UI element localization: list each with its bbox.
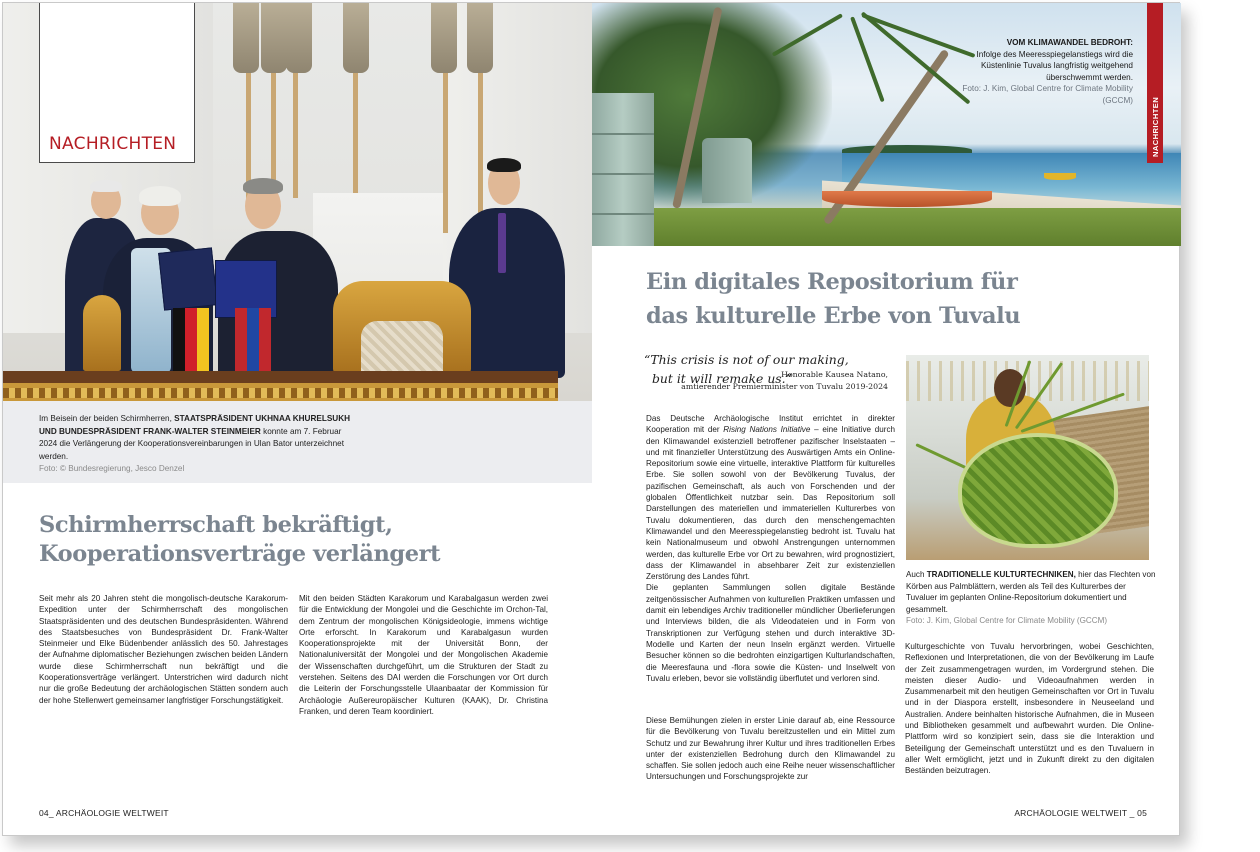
photo-caption	[958, 37, 1133, 107]
mongolian-flag	[235, 308, 271, 372]
water-tank	[592, 93, 654, 246]
folder-germany	[158, 247, 218, 310]
person-hair	[90, 180, 122, 192]
body-paragraph: Das Deutsche Archäologische Institut errichtet in direkter Kooperation mit der Rising Nations Initiative – eine Initiative durch den Klimawandel existenziell betroffener pazifischer Inselstaaten – und mit finanzieller Unterstützung des Auswärtigen Amts ein Online-Repositorium sowie eine virtuelle, interaktive Plattform für kulturelles Erbe. Sie sollen sowohl von der Bevölkerung Tuvalus, der pazifischen Gemeinschaft, als auch von Forschenden und der globalen Öffentlichkeit nutzbar sein. Das Repositorium soll Darstellungen des materiellen und immateriellen Kulturerbes von Tuvalu dokumentieren, das durch den menschengemachten Klimawandel und den Meeresspiegelanstieg bedroht ist. Tuvalu hat kein Nationalmuseum und obwohl Anstrengungen unternommen werden, das kulturelle Erbe vor Ort zu bewahren, wird prognostiziert, dass der Klimawandel in absehbarer Zeit zur existenziellen Zerstörung des Landes führt.	[646, 414, 895, 582]
quote-author-role: amtierender Premierminister von Tuvalu 2019-2024	[681, 382, 888, 391]
grass	[652, 208, 1181, 246]
german-flag	[173, 308, 209, 372]
purple-tie	[498, 213, 506, 273]
caption-text: hier das Flechten von Körben aus Palmblättern, werden als Teil des Kulturerbes der Tuvaluer im geplanten Online-Repositorium dokumentiert und gesammelt.	[906, 570, 1156, 614]
water-tank	[702, 138, 752, 203]
body-paragraph: Mit den beiden Städten Karakorum und Karabalgasun werden zwei für die Entwicklung der Mongolei und die Geschichte im Orchon-Tal, dem Zentrum der mongolischen Königsideologie, immens wichtige Orte erforscht. In Karakorum und Karabalgasun wurden Kooperationsprojekte mit der Universität Bonn, der Nationaluniversität der Mongolei und der Mongolischen Akademie der Wissenschaften durchgeführt, um die Strukturen der Stadt zu verstehen. Seitens des DAI werden die Forschungen vor Ort durch die Leiterin der Forschungsstelle Ulaanbaatar der Kommission für Archäologie Außereuropäischer Kulturen (KAAK), Dr. Christina Franken, und deren Team koordiniert.	[299, 594, 548, 716]
headline-line: Kooperationsverträge verlängert	[39, 541, 441, 567]
chair-back	[361, 321, 443, 373]
banner-tassel	[431, 3, 457, 73]
quote-line: but it will remake us.”	[652, 371, 792, 386]
boat	[1044, 173, 1076, 180]
section-label-box	[39, 3, 195, 163]
quote-author: Honorable Kausea Natano,	[781, 370, 888, 379]
article-headline	[646, 265, 1066, 333]
page-folio: ARCHÄOLOGIE WELTWEIT _ 05	[1014, 808, 1147, 818]
body-paragraph: Diese Bemühungen zielen in erster Linie darauf ab, eine Ressource für die Bevölkerung von Tuvalu bereitzustellen und ein Mittel zum Schutz und zur Bewahrung ihrer Kultur und ihres traditionellen Erbes unter der existenziellen Bedrohung durch den Klimawandel zu schaffen. Sie sollen jedoch auch eine Reihe neuer wissenschaftlicher Untersuchungen und Forschungsprojekte zur	[646, 716, 895, 782]
banner-tassel	[343, 3, 369, 73]
photo-caption	[39, 413, 359, 476]
body-paragraph: Seit mehr als 20 Jahren steht die mongolisch-deutsche Karakorum-Expedition unter der Schirmherrschaft des mongolischen Staatspräsidenten und des deutschen Bundespräsidenten. Während des Staatsbesuches von Bundespräsident Dr. Frank-Walter Steinmeier und Elke Büdenbender anlässlich des 50. Jahrestages der Aufnahme diplomatischer Beziehungen zwischen beiden Ländern wurde diese Schirmherrschaft nun bekräftigt und die Kooperationsverträge verlängert. Unterstrichen wird dadurch nicht nur die große Bedeutung der archäologischen Stätten sondern auch der hohe Stellenwert gemeinsamer langfristiger Forschungstätigkeit.	[39, 594, 288, 705]
quote-attribution	[644, 369, 888, 393]
desk-pattern	[3, 388, 558, 398]
magazine-spread	[2, 2, 1180, 836]
banner-tassel	[233, 3, 259, 73]
section-label: NACHRICHTEN	[49, 134, 177, 154]
photo-credit: Foto: J. Kim, Global Centre for Climate Mobility (GCCM)	[962, 84, 1133, 105]
photo-caption: Auch TRADITIONELLE KULTURTECHNIKEN, hier das Flechten von Körben aus Palmblättern, werden als Teil des Kulturerbes der Tuvaluer im geplanten Online-Repositorium dokumentiert und gesammelt. Foto: J. Kim, Global Centre for Climate Mobility (GCCM)	[906, 570, 1156, 626]
page-folio: 04_ ARCHÄOLOGIE WELTWEIT	[39, 808, 169, 818]
banner-tassel	[467, 3, 493, 73]
body-column	[646, 413, 895, 684]
body-column	[299, 593, 548, 717]
headline-line: Schirmherrschaft bekräftigt,	[39, 512, 393, 538]
caption-text: konnte am 7. Februar 2024 die Verlängerung der Kooperationsvereinbarungen in Ulan Bator unterzeichnet werden.	[39, 426, 344, 461]
left-page	[3, 3, 592, 835]
headline-line: Ein digitales Repositorium für	[646, 269, 1018, 295]
article-headline	[39, 511, 559, 569]
body-column	[646, 715, 895, 783]
canoe	[822, 191, 992, 207]
side-tab-label: NACHRICHTEN	[1151, 96, 1160, 157]
person-hair	[487, 158, 521, 172]
banner-tassel	[286, 3, 312, 73]
quote-line: “This crisis is not of our making,	[644, 352, 849, 367]
ornate-chair	[83, 295, 121, 371]
caption-band	[3, 401, 592, 483]
caption-text: Infolge des Meeresspiegelanstiegs wird die Küstenlinie Tuvalus langfristig weitgehend überschwemmt werden.	[976, 49, 1133, 82]
person-hair	[139, 186, 181, 206]
section-side-tab	[1147, 3, 1163, 163]
basket-weaving-photo	[906, 355, 1149, 560]
person-hair	[243, 178, 283, 194]
headline-line: das kulturelle Erbe von Tuvalu	[646, 303, 1021, 329]
caption-bold: VOM KLIMAWANDEL BEDROHT:	[1006, 38, 1133, 47]
woven-basket	[958, 433, 1118, 548]
initiative-name: Rising Nations Initiative	[723, 425, 811, 435]
caption-bold: TRADITIONELLE KULTURTECHNIKEN,	[926, 570, 1076, 579]
photo-credit: Foto: J. Kim, Global Centre for Climate Mobility (GCCM)	[906, 616, 1108, 626]
caption-bold: STAATSPRÄSIDENT UKHNAA KHURELSUKH UND BUNDESPRÄSIDENT FRANK-WALTER STEINMEIER	[39, 414, 351, 436]
photo-credit: Foto: © Bundesregierung, Jesco Denzel	[39, 464, 185, 473]
body-paragraph: Kulturgeschichte von Tuvalu hervorbringen, wobei Geschichten, Reflexionen und Interpretationen, die von der Bevölkerung im Laufe der Zeit zusammengetragen wurden, im Vordergrund stehen. Die meisten dieser Audio- und Videoaufnahmen werden in Zusammenarbeit mit den heutigen Gemeinschaften vor Ort in Tuvalu und in der Diaspora erstellt, insbesondere in Neuseeland und Australien. Andere beinhalten historische Aufnahmen, die in Museen und Bibliotheken gesammelt und aufbewahrt wurden. Die Online-Plattform wird so konzipiert sein, dass sie die Interaktion und Beteiligung der Gemeinschaft unterstützt und es den Tuvaluern in aller Welt ermöglicht, jetzt und in Zukunft direkt zu den digitalen Beständen beizutragen.	[905, 642, 1154, 776]
tuvalu-beach-photo	[592, 3, 1181, 246]
body-paragraph: Die geplanten Sammlungen sollen digitale Bestände zeitgenössischer Aufnahmen von kulturellen Praktiken umfassen und damit ein lebendiges Archiv traditioneller mündlicher Überlieferungen und Interviews bilden, die als Videodateien und in Form von Transkriptionen zur Verfügung stehen und durch interaktive 3D-Modelle und Karten der neun Inseln ergänzt werden. Virtuelle Besucher können so die bedrohten einzigartigen Kulturlandschaften, die Meeresfauna und -flora sowie die Küsten- und Inselwelt von Tuvalu erleben, bevor sie vollständig überflutet und verloren sind.	[646, 583, 895, 683]
body-column	[905, 641, 1154, 777]
caption-lead: Im Beisein der beiden Schirmherren,	[39, 414, 175, 423]
right-page	[592, 3, 1181, 835]
body-column	[39, 593, 288, 706]
banner-tassel	[261, 3, 287, 73]
